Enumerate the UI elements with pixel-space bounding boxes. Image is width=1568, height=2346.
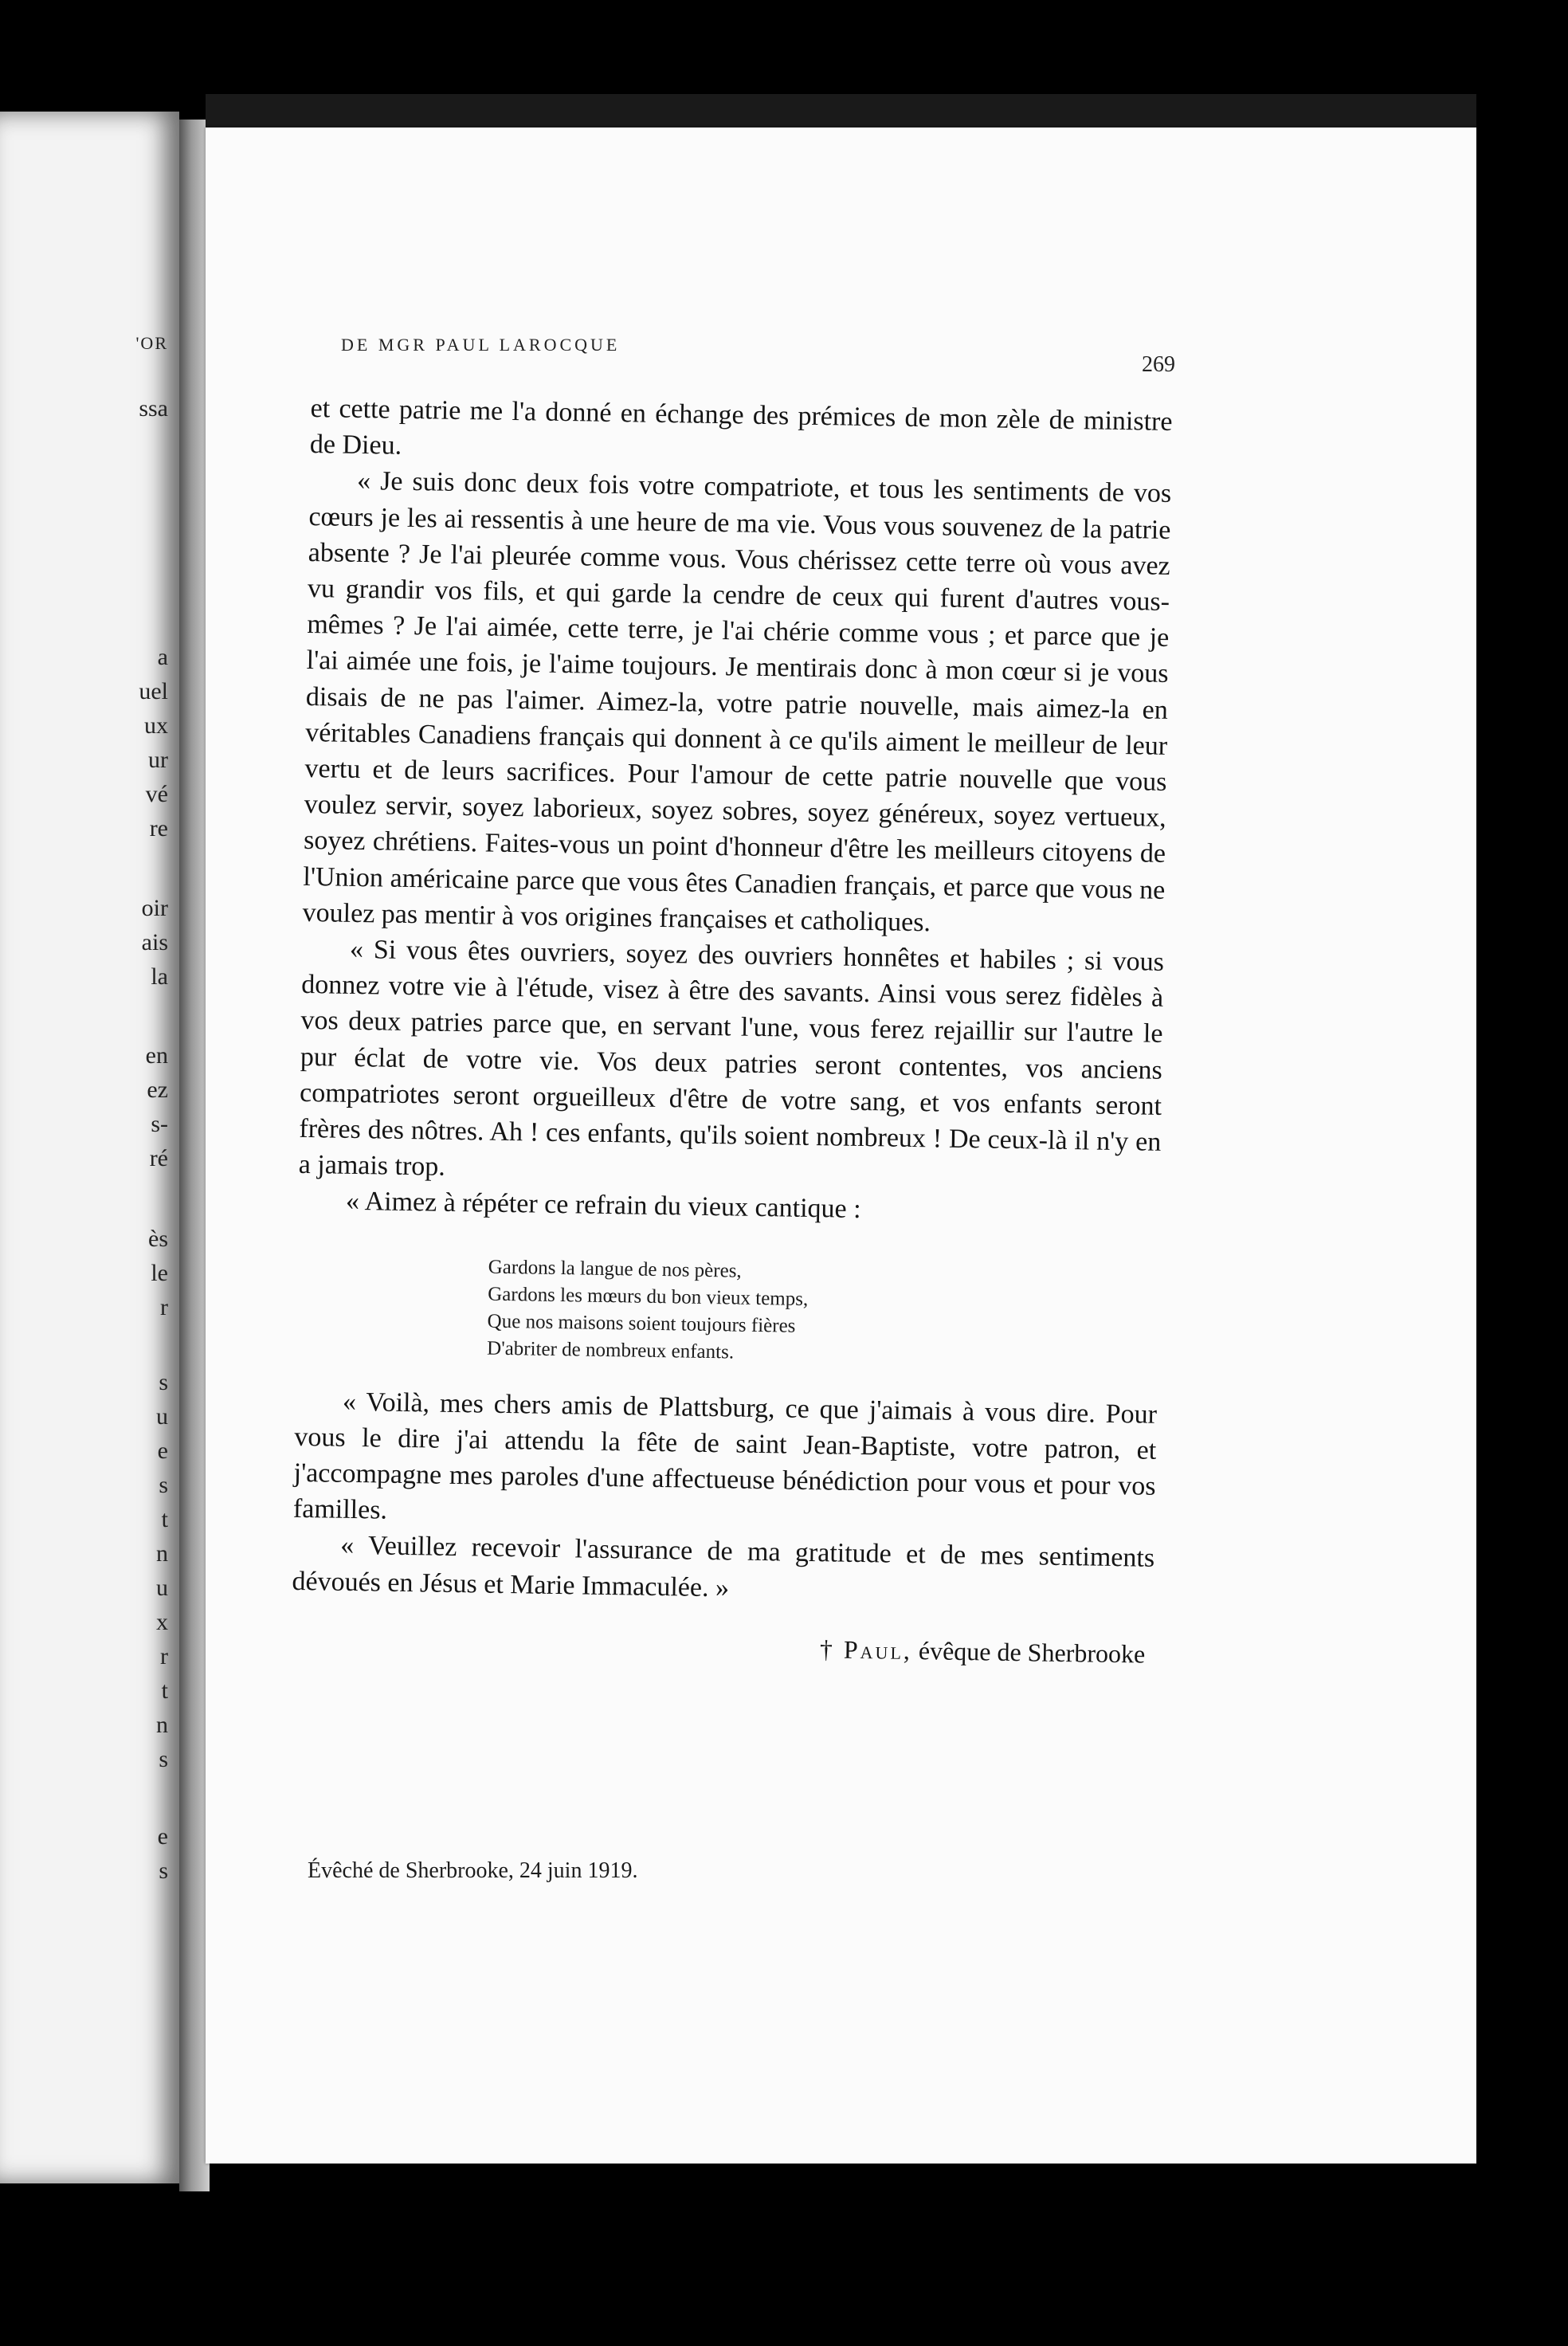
verse-line: D'abriter de nombreux enfants. (486, 1337, 735, 1363)
running-head: DE MGR PAUL LAROCQUE (341, 335, 621, 355)
left-fragment: a (157, 644, 168, 670)
signature-title: évêque de Sherbrooke (911, 1635, 1146, 1669)
left-fragment: s (159, 1746, 168, 1772)
signature (291, 1623, 1154, 1673)
left-fragment: s (159, 1369, 168, 1395)
paragraph: « Je suis donc deux fois votre compatriote, et tous les sentiments de vos cœurs je les ai ressentis à une heure de ma vie. Vous vous souvenez de la patrie absente ? Je l'ai pleurée comme vous. Vous chérissez cette terre où vous avez vu grandir vos fils, et qui garde la cendre de ceux qui furent d'autres vous-mêmes ? Je l'ai aimée, cette terre, je l'ai chérie comme vous ; et parce que je l'ai aimée une fois, je l'aime toujours. Je mentirais donc à mon cœur si je vous disais de ne pas l'aimer. Aimez-la, votre patrie nouvelle, mais aimez-la en véritables Canadiens français qui donnent à ce qu'ils aiment le meilleur de leur vertu et de leurs sacrifices. Pour l'amour de cette patrie nouvelle que vous voulez servir, soyez laborieux, soyez sobres, soyez généreux, soyez vertueux, soyez chrétiens. Faites-vous un point d'honneur d'être les meilleurs citoyens de l'Union américaine parce que vous êtes Canadien français, et parce que vous ne voulez pas mentir à vos origines françaises et catholiques. (302, 466, 1172, 938)
left-fragment: uel (139, 678, 168, 704)
paragraph: « Voilà, mes chers amis de Plattsburg, ce que j'aimais à vous dire. Pour vous le dire j'ai attendu la fête de saint Jean-Baptiste, votre patron, et j'accompagne mes paroles d'une affectueuse bénédiction pour vous et pour vos familles. (292, 1387, 1158, 1525)
verse-quotation (487, 1253, 1159, 1372)
left-fragment: u (156, 1403, 168, 1430)
left-fragment: re (149, 815, 168, 842)
left-fragment: ré (149, 1145, 168, 1171)
left-fragment: s (159, 1858, 168, 1884)
left-fragment: vé (145, 781, 168, 807)
left-fragment: e (157, 1438, 168, 1464)
left-fragment: ez (147, 1077, 168, 1103)
left-fragment: e (157, 1823, 168, 1850)
left-running-head-fragment: 'OR (135, 333, 168, 353)
left-fragment: t (161, 1506, 168, 1532)
left-fragment: t (161, 1677, 168, 1704)
left-fragment: s- (151, 1111, 168, 1137)
page-number: 269 (1142, 352, 1175, 377)
left-fragment: x (156, 1609, 168, 1635)
paragraph: « Veuillez recevoir l'assurance de ma gratitude et de mes sentiments dévoués en Jésus et Marie Immaculée. » (292, 1531, 1155, 1603)
left-fragment: s (159, 1472, 168, 1498)
left-fragment: r (160, 1643, 168, 1669)
scan-edge (206, 94, 1476, 128)
left-fragment: ssa (139, 395, 168, 422)
left-fragment: la (151, 963, 168, 990)
left-fragment: n (156, 1540, 168, 1567)
left-fragment: le (151, 1260, 168, 1286)
paragraph: et cette patrie me l'a donné en échange des prémices de mon zèle de ministre de Dieu. (309, 393, 1173, 461)
paragraph: « Si vous êtes ouvriers, soyez des ouvriers honnêtes et habiles ; si vous donnez votre vie à l'étude, visez à être des savants. Ainsi vous serez fidèles à vos deux patries parce que, en servant l'une, vous ferez rejaillir sur l'autre le pur éclat de votre vie. Vos deux patries seront contentes, vos anciens compatriotes seront orgueilleux d'être de votre sang, et vos enfants seront frères des nôtres. Ah ! ces enfants, qu'ils soient nombreux ! De ceux-là il n'y en a jamais trop. (298, 934, 1165, 1183)
signature-name: † Paul, (819, 1634, 913, 1665)
left-fragment: oir (141, 895, 168, 921)
verse-line: Gardons les mœurs du bon vieux temps, (488, 1283, 809, 1310)
body-text (291, 390, 1173, 1673)
verse-line: Que nos maisons soient toujours fières (487, 1310, 796, 1337)
left-fragment: ais (141, 929, 168, 955)
left-fragment: en (145, 1042, 168, 1069)
left-fragment: n (156, 1712, 168, 1738)
dateline: Évêché de Sherbrooke, 24 juin 1919. (308, 1858, 638, 1883)
left-fragment: u (156, 1575, 168, 1601)
left-fragment: r (160, 1294, 168, 1320)
paragraph: « Aimez à répéter ce refrain du vieux cantique : (345, 1187, 861, 1225)
left-page (0, 112, 179, 2183)
verse-line: Gardons la langue de nos pères, (488, 1256, 742, 1282)
left-fragment: ès (148, 1226, 168, 1252)
left-fragment: ux (144, 712, 168, 739)
left-fragment: ur (148, 747, 168, 773)
right-page (206, 128, 1476, 2164)
